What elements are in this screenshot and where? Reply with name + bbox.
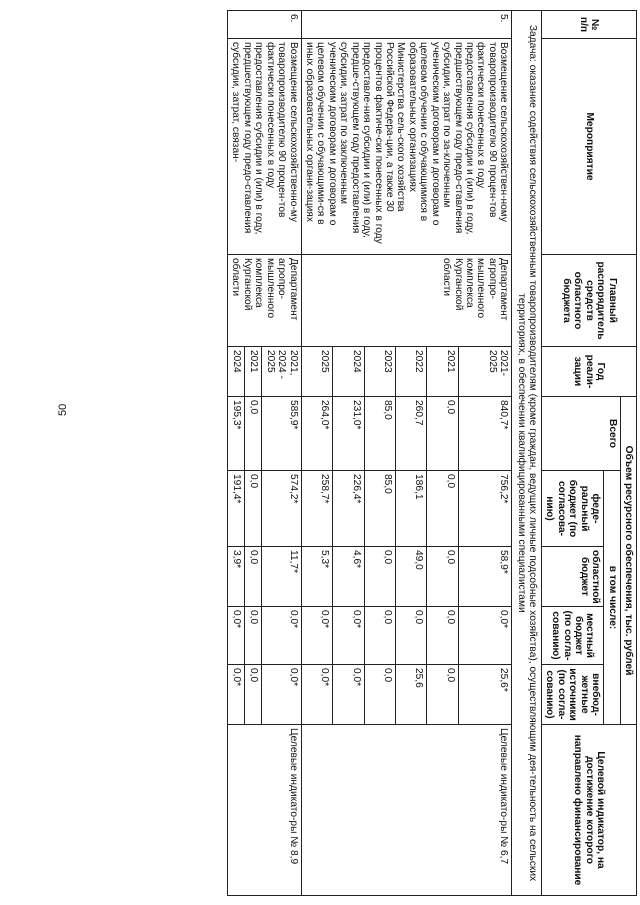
header-num: № п/п: [542, 11, 637, 39]
cell-total: 260,7: [396, 397, 427, 471]
row-event: Возмещение сельскохозяйственно-му товаропроизводителю 90 процен-тов фактически понесенных в году предоставления субсидии и (или) в году, предшествующем году предо-ставления субсидии, затрат, связан-: [228, 39, 302, 255]
cell-local: 0,0*: [228, 607, 245, 665]
cell-federal: 85,0: [364, 471, 395, 547]
cell-federal: 574,2*: [261, 471, 301, 547]
header-offbudget: внебюд-жетные источники (по согла-сованию): [542, 665, 604, 725]
cell-regional: 5,3*: [301, 547, 333, 607]
cell-year: 2021, 2024 - 2025: [261, 347, 301, 397]
table-row: [261, 11, 301, 896]
cell-offbudget: 25,6*: [458, 665, 511, 725]
cell-offbudget: 0,0: [244, 665, 261, 725]
row-manager: Департамент агропро-мышленного комплекса Курганской области: [228, 255, 302, 347]
cell-local: 0,0: [396, 607, 427, 665]
task-text: Задача: оказание содействия сельскохозяйственным товаропроизводителям (кроме граждан, ведущих личные подсобные хозяйства), осуществляющим дея-тельность на сельских территориях, в обеспечении квалифицированными специалистами: [512, 11, 542, 896]
cell-offbudget: 25,6: [396, 665, 427, 725]
header-target: Целевой индикатор, на достижение которого направлено финансирование: [542, 725, 637, 896]
cell-total: 264,0*: [301, 397, 333, 471]
cell-year: 2023: [364, 347, 395, 397]
cell-local: 0,0*: [301, 607, 333, 665]
cell-local: 0,0: [364, 607, 395, 665]
cell-federal: 258,7*: [301, 471, 333, 547]
cell-total: 840,7*: [458, 397, 511, 471]
row-event: Возмещение сельскохозяйствен-ному товаропроизводителю 90 процен-тов фактически понесенных в году предоставления субсидии и (или) в году, предшествующем году предо-ставления субсидии, затрат по за-ключенным ученическим договорам и договорам о целевом обучении с обучающимися в образовательных организациях Министерства сель-ского хозяйства Российской Федера-ции, а также 30 процентов фактиче-ски понесенных в году предоставле-ния субсидии и (или) в году, предше-ствующем году предоставления субсидии, затрат по заключенным ученическим договорам и договорам о целевом обучении с обучающими-ся в иных образовательных органи-зациях: [301, 39, 512, 255]
cell-federal: 226,4*: [333, 471, 364, 547]
cell-total: 585,9*: [261, 397, 301, 471]
page-number: 50: [57, 403, 69, 416]
cell-offbudget: 0,0: [364, 665, 395, 725]
cell-federal: 0,0: [244, 471, 261, 547]
cell-federal: 186,1: [396, 471, 427, 547]
cell-offbudget: 0,0: [427, 665, 458, 725]
cell-offbudget: 0,0*: [261, 665, 301, 725]
cell-total: 231,0*: [333, 397, 364, 471]
header-federal: феде-ральный бюджет (по согласова-нию): [542, 471, 604, 547]
cell-year: 2021: [427, 347, 458, 397]
row-target: Целевые индикато-ры № 6,7: [301, 725, 512, 896]
cell-local: 0,0*: [261, 607, 301, 665]
cell-regional: 49,0: [396, 547, 427, 607]
header-regional: областной бюджет: [542, 547, 604, 607]
cell-total: 195,3*: [228, 397, 245, 471]
header-total: Всего: [542, 397, 621, 471]
task-row: [512, 11, 542, 896]
cell-total: 0,0: [244, 397, 261, 471]
header-event: Мероприятие: [542, 39, 637, 255]
cell-offbudget: 0,0*: [301, 665, 333, 725]
cell-year: 2024: [333, 347, 364, 397]
resource-table: [227, 10, 637, 896]
cell-local: 0,0*: [333, 607, 364, 665]
cell-federal: 0,0: [427, 471, 458, 547]
cell-local: 0,0: [244, 607, 261, 665]
table-row: [458, 11, 511, 896]
cell-regional: 11,7*: [261, 547, 301, 607]
cell-regional: 0,0: [244, 547, 261, 607]
cell-offbudget: 0,0*: [228, 665, 245, 725]
cell-regional: 58,9*: [458, 547, 511, 607]
header-local: местный бюджет (по согла-сованию): [542, 607, 604, 665]
table-header: [542, 11, 637, 896]
cell-federal: 191,4*: [228, 471, 245, 547]
cell-total: 0,0: [427, 397, 458, 471]
row-target: Целевые индикато-ры № 8,9: [228, 725, 302, 896]
header-year: Год реали-зации: [542, 347, 637, 397]
cell-local: 0,0*: [458, 607, 511, 665]
header-including: в том числе:: [604, 471, 620, 725]
cell-year: 2022: [396, 347, 427, 397]
cell-regional: 4,6*: [333, 547, 364, 607]
cell-year: 2021-2025: [458, 347, 511, 397]
cell-regional: 3,9*: [228, 547, 245, 607]
header-manager: Главный распорядитель средств областного бюджета: [542, 255, 637, 347]
cell-year: 2025: [301, 347, 333, 397]
cell-federal: 756,2*: [458, 471, 511, 547]
table-body: [228, 11, 542, 896]
row-num: 5.: [301, 11, 512, 39]
cell-year: 2024: [228, 347, 245, 397]
row-manager: Департамент агропро-мышленного комплекса Курганской области: [301, 255, 512, 347]
cell-regional: 0,0: [427, 547, 458, 607]
header-resources: Объем ресурсного обеспечения, тыс. рублей: [620, 397, 636, 725]
cell-regional: 0,0: [364, 547, 395, 607]
row-num: 6.: [228, 11, 302, 39]
cell-total: 85,0: [364, 397, 395, 471]
cell-local: 0,0: [427, 607, 458, 665]
cell-offbudget: 0,0*: [333, 665, 364, 725]
cell-year: 2021: [244, 347, 261, 397]
